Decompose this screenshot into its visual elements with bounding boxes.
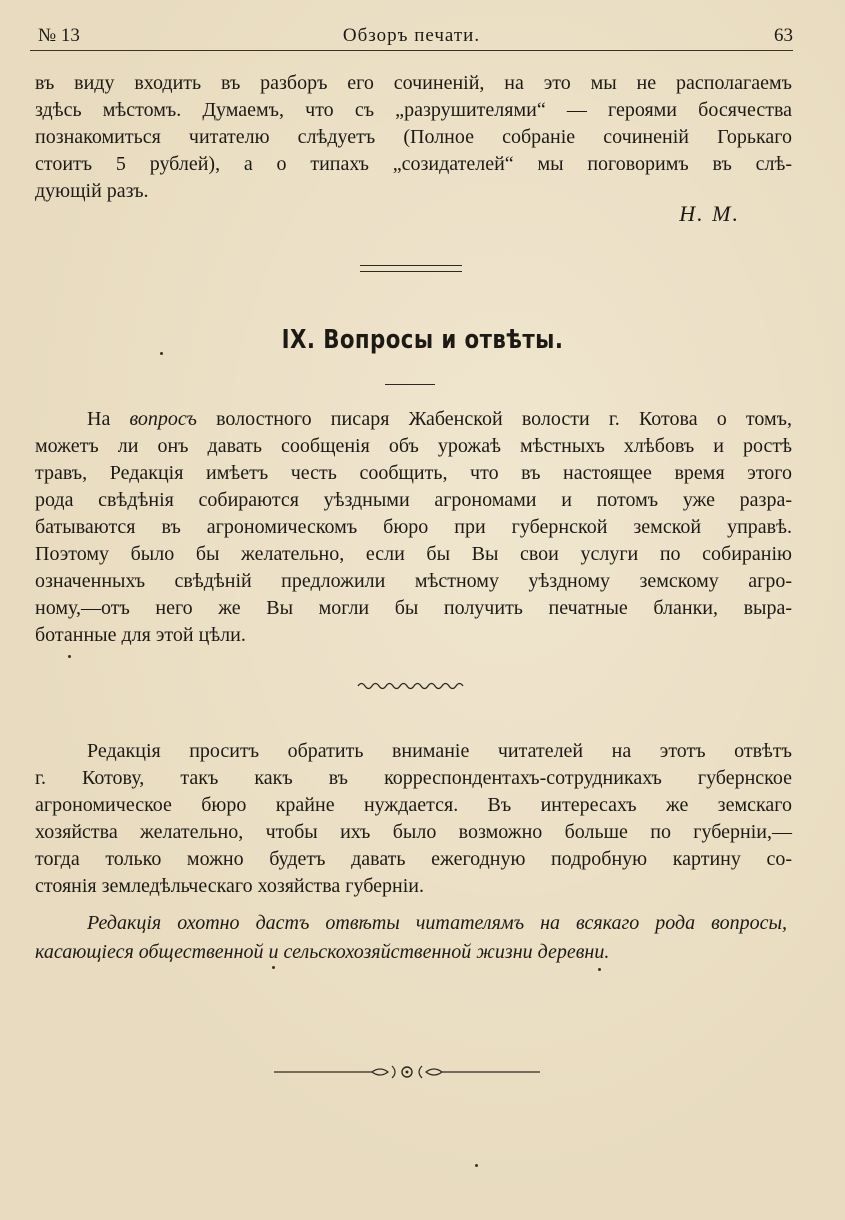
text-line: хозяйства желательно, чтобы ихъ было возможно больше по губерніи,— bbox=[35, 821, 792, 843]
header-rule bbox=[30, 50, 793, 51]
text-line: травъ, Редакція имѣетъ честь сообщить, что въ настоящее время этого bbox=[35, 462, 792, 484]
text-line: рода свѣдѣнія собираются уѣздными агрономами и потомъ уже разра- bbox=[35, 489, 792, 511]
text-line: дующій разъ. bbox=[35, 180, 149, 202]
ornament-divider bbox=[272, 1062, 542, 1082]
print-speck bbox=[598, 968, 601, 971]
text-line: стоянія земледѣльческаго хозяйства губерніи. bbox=[35, 875, 424, 897]
text-line: г. Котову, такъ какъ въ корреспондентахъ-сотрудникахъ губернское bbox=[35, 767, 792, 789]
section-heading: IX. Вопросы и отвѣты. bbox=[281, 325, 564, 355]
print-speck bbox=[160, 352, 163, 355]
text-line: тогда только можно будетъ давать ежегодную подробную картину со- bbox=[35, 848, 792, 870]
text-line: познакомиться читателю слѣдуетъ (Полное собраніе сочиненій Горькаго bbox=[35, 126, 792, 148]
text-line: означенныхъ свѣдѣній предложили мѣстному уѣздному земскому агро- bbox=[35, 570, 792, 592]
text-line: агрономическое бюро крайне нуждается. Въ интересахъ же земскаго bbox=[35, 794, 792, 816]
page-number: 63 bbox=[774, 25, 793, 46]
text-line: ботанные для этой цѣли. bbox=[35, 624, 246, 646]
text-line: ному,—отъ него же Вы могли бы получить печатные бланки, выра- bbox=[35, 597, 792, 619]
text-line: Редакція проситъ обратить вниманіе читателей на этотъ отвѣтъ bbox=[87, 740, 792, 762]
running-header bbox=[30, 22, 793, 52]
text-line: Редакція охотно дастъ отвѣты читателямъ на всякаго рода вопросы, bbox=[87, 912, 787, 934]
emphasized-word: вопросъ bbox=[129, 408, 197, 430]
notice-paragraph bbox=[35, 738, 792, 900]
print-speck bbox=[272, 966, 275, 969]
print-speck bbox=[475, 1164, 478, 1167]
text-line: можетъ ли онъ давать сообщенія объ урожаѣ мѣстныхъ хлѣбовъ и ростѣ bbox=[35, 435, 792, 457]
text-line: Поэтому было бы желательно, если бы Вы свои услуги по собиранію bbox=[35, 543, 792, 565]
text-line: На вопросъ волостного писаря Жабенской волости г. Котова о томъ, bbox=[87, 408, 793, 430]
text-line: здѣсь мѣстомъ. Думаемъ, что съ „разрушителями“ — героями босячества bbox=[35, 99, 792, 121]
double-rule-divider bbox=[360, 265, 462, 272]
text-line: въ виду входить въ разборъ его сочиненій, на это мы не располагаемъ bbox=[35, 72, 792, 94]
print-speck bbox=[68, 655, 71, 658]
running-title: Обзоръ печати. bbox=[342, 25, 481, 46]
text-line: стоитъ 5 рублей), а о типахъ „созидателей“ мы поговоримъ въ слѣ- bbox=[35, 153, 792, 175]
answer-paragraph bbox=[35, 406, 792, 649]
closing-italic-paragraph bbox=[35, 909, 787, 967]
text-line: батываются въ агрономическомъ бюро при губернской земской управѣ. bbox=[35, 516, 792, 538]
wavy-divider bbox=[356, 680, 468, 692]
author-signature: Н. М. bbox=[679, 201, 740, 226]
text-line: касающіеся общественной и сельскохозяйственной жизни деревни. bbox=[35, 941, 610, 963]
issue-number: № 13 bbox=[38, 25, 80, 46]
short-rule-divider bbox=[385, 384, 435, 385]
intro-paragraph bbox=[35, 70, 792, 205]
